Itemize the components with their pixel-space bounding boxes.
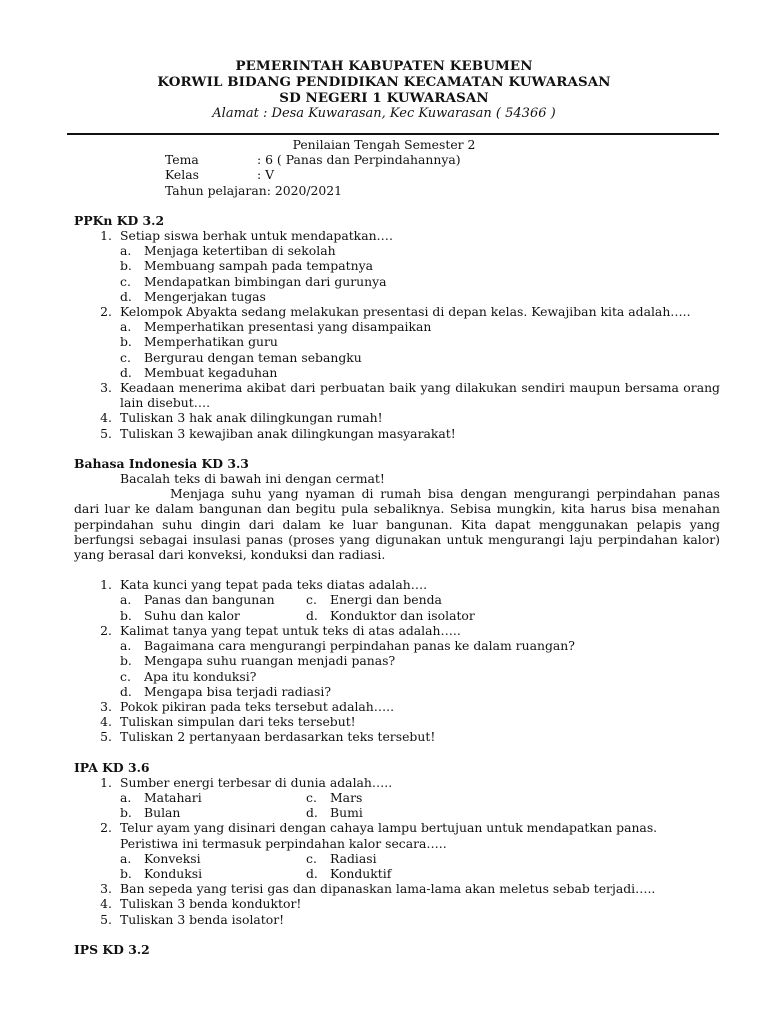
option-text: Konduksi xyxy=(144,865,203,881)
question xyxy=(74,410,720,425)
question xyxy=(74,896,720,911)
question-text-continued: Peristiwa ini termasuk perpindahan kalor secara….. xyxy=(120,835,447,851)
question-text: Tuliskan simpulan dari teks tersebut! xyxy=(120,714,356,730)
question-text: Kalimat tanya yang tepat untuk teks di atas adalah….. xyxy=(120,622,461,638)
question-number: 5. xyxy=(100,729,112,745)
question-text: Keadaan menerima akibat dari perbuatan baik yang dilakukan sendiri maupun bersama orang lain disebut…. xyxy=(120,380,720,411)
meta-row-kelas xyxy=(165,167,768,182)
question xyxy=(74,304,720,319)
option-text: Apa itu konduksi? xyxy=(144,668,257,684)
option-letter: a. xyxy=(120,789,132,805)
meta-value: : V xyxy=(257,167,275,183)
meta-year: Tahun pelajaran: 2020/2021 xyxy=(165,182,343,198)
question-text: Tuliskan 3 hak anak dilingkungan rumah! xyxy=(120,410,383,426)
option-text: Suhu dan kalor xyxy=(144,607,240,623)
question-text: Telur ayam yang disinari dengan cahaya lampu bertujuan untuk mendapatkan panas. xyxy=(120,820,658,836)
option-row xyxy=(74,851,720,866)
option xyxy=(74,334,720,349)
question xyxy=(74,912,720,927)
reading-passage: Menjaga suhu yang nyaman di rumah bisa dengan mengurangi perpindahan panas dari luar ke dalam bangunan dan begitu pula sebaliknya. Sebisa mungkin, kita harus bisa menahan perpindahan suhu dingin dari dalam ke luar bangunan. Kita dapat menggunakan pelapis yang berfungsi sebagai insulasi panas (proses yang digunakan untuk mengurangi laju perpindahan kalor) yang berasal dari konveksi, konduksi dan radiasi. xyxy=(74,486,720,563)
option-letter: b. xyxy=(120,607,132,623)
header-school: SD NEGERI 1 KUWARASAN xyxy=(279,90,489,106)
question-number: 3. xyxy=(100,698,112,714)
question-text: Sumber energi terbesar di dunia adalah….. xyxy=(120,774,393,790)
question xyxy=(74,426,720,441)
option-letter: c. xyxy=(120,668,131,684)
option xyxy=(74,669,720,684)
option-letter: b. xyxy=(120,653,132,669)
option-letter: d. xyxy=(120,683,132,699)
option xyxy=(74,350,720,365)
header-korwil: KORWIL BIDANG PENDIDIKAN KECAMATAN KUWARASAN xyxy=(157,74,611,90)
option-letter: a. xyxy=(120,592,132,608)
question-number: 2. xyxy=(100,304,112,320)
option xyxy=(74,274,720,289)
question-text: Ban sepeda yang terisi gas dan dipanaskan lama-lama akan meletus sebab terjadi….. xyxy=(120,881,656,897)
option-text: Radiasi xyxy=(330,850,377,866)
question-number: 2. xyxy=(100,820,112,836)
option-text: Mars xyxy=(330,789,363,805)
option-row xyxy=(74,866,720,881)
option-text: Konduktor dan isolator xyxy=(330,607,475,623)
question-text: Tuliskan 3 kewajiban anak dilingkungan masyarakat! xyxy=(120,425,456,441)
question-text: Tuliskan 3 benda konduktor! xyxy=(120,896,302,912)
question-number: 4. xyxy=(100,410,112,426)
option-text: Konveksi xyxy=(144,850,201,866)
option xyxy=(74,319,720,334)
option-text: Konduktif xyxy=(330,865,392,881)
question xyxy=(74,820,720,835)
option-text: Membuat kegaduhan xyxy=(144,364,278,380)
question-number: 3. xyxy=(100,881,112,897)
option-letter: d. xyxy=(120,364,132,380)
meta-value: : 6 ( Panas dan Perpindahannya) xyxy=(257,152,461,168)
question-number: 5. xyxy=(100,425,112,441)
question xyxy=(74,228,720,243)
meta-key: Tema xyxy=(165,152,199,168)
section-heading: PPKn KD 3.2 xyxy=(74,212,165,228)
option-letter: a. xyxy=(120,638,132,654)
question xyxy=(74,881,720,896)
question-number: 1. xyxy=(100,228,112,244)
question-text: Tuliskan 2 pertanyaan berdasarkan teks tersebut! xyxy=(120,729,436,745)
option-letter: d. xyxy=(306,805,318,821)
option-letter: d. xyxy=(120,288,132,304)
option xyxy=(74,289,720,304)
option-letter: a. xyxy=(120,319,132,335)
question xyxy=(74,699,720,714)
meta-key: Kelas xyxy=(165,167,199,183)
question-text: Kata kunci yang tepat pada teks diatas adalah…. xyxy=(120,577,428,593)
question-number: 1. xyxy=(100,774,112,790)
option-letter: c. xyxy=(306,789,317,805)
option-row xyxy=(74,805,720,820)
letterhead xyxy=(0,0,768,122)
option-letter: a. xyxy=(120,243,132,259)
letterhead-divider xyxy=(67,133,719,135)
option-letter: c. xyxy=(120,273,131,289)
option-text: Mengerjakan tugas xyxy=(144,288,266,304)
option-text: Bumi xyxy=(330,805,363,821)
option-row xyxy=(74,608,720,623)
option-letter: a. xyxy=(120,850,132,866)
question-number: 3. xyxy=(100,380,112,396)
option-text: Menjaga ketertiban di sekolah xyxy=(144,243,336,259)
question-text: Kelompok Abyakta sedang melakukan presentasi di depan kelas. Kewajiban kita adalah….. xyxy=(120,304,691,320)
option-text: Energi dan benda xyxy=(330,592,442,608)
option-text: Bagaimana cara mengurangi perpindahan panas ke dalam ruangan? xyxy=(144,638,575,654)
section-heading: IPS KD 3.2 xyxy=(74,941,150,957)
option-letter: c. xyxy=(120,349,131,365)
exam-sheet xyxy=(0,137,768,957)
option-letter: c. xyxy=(306,592,317,608)
question xyxy=(74,623,720,638)
question xyxy=(74,775,720,790)
question-number: 4. xyxy=(100,714,112,730)
option-text: Mengapa suhu ruangan menjadi panas? xyxy=(144,653,396,669)
meta-row-tema xyxy=(165,152,768,167)
question-text: Tuliskan 3 benda isolator! xyxy=(120,911,285,927)
section-ppkn xyxy=(74,213,720,441)
question-number: 2. xyxy=(100,622,112,638)
section-ips xyxy=(74,942,720,957)
question xyxy=(74,729,720,744)
option-text: Bergurau dengan teman sebangku xyxy=(144,349,362,365)
section-heading: Bahasa Indonesia KD 3.3 xyxy=(74,455,249,471)
option-letter: b. xyxy=(120,334,132,350)
question-number: 4. xyxy=(100,896,112,912)
option-text: Memperhatikan guru xyxy=(144,334,278,350)
option-letter: d. xyxy=(306,865,318,881)
option xyxy=(74,243,720,258)
option xyxy=(74,684,720,699)
question-text: Setiap siswa berhak untuk mendapatkan…. xyxy=(120,228,393,244)
option-row xyxy=(74,790,720,805)
option xyxy=(74,258,720,273)
option-text: Mengapa bisa terjadi radiasi? xyxy=(144,683,332,699)
question xyxy=(74,380,720,410)
question xyxy=(74,577,720,592)
option-text: Matahari xyxy=(144,789,202,805)
option xyxy=(74,653,720,668)
option-text: Bulan xyxy=(144,805,181,821)
option-letter: d. xyxy=(306,607,318,623)
exam-title: Penilaian Tengah Semester 2 xyxy=(292,137,476,152)
header-government: PEMERINTAH KABUPATEN KEBUMEN xyxy=(235,58,533,74)
option-text: Memperhatikan presentasi yang disampaikan xyxy=(144,319,432,335)
reading-instruction: Bacalah teks di bawah ini dengan cermat! xyxy=(120,471,385,487)
question-number: 1. xyxy=(100,577,112,593)
exam-meta xyxy=(165,152,768,198)
section-bahasa-indonesia xyxy=(74,456,720,745)
option-letter: c. xyxy=(306,850,317,866)
option-row xyxy=(74,592,720,607)
question xyxy=(74,714,720,729)
question-number: 5. xyxy=(100,911,112,927)
section-ipa xyxy=(74,760,720,927)
option xyxy=(74,365,720,380)
option-text: Mendapatkan bimbingan dari gurunya xyxy=(144,273,387,289)
header-address: Alamat : Desa Kuwarasan, Kec Kuwarasan ( 54366 ) xyxy=(212,106,556,121)
question-text: Pokok pikiran pada teks tersebut adalah….. xyxy=(120,698,395,714)
option-text: Panas dan bangunan xyxy=(144,592,275,608)
option-text: Membuang sampah pada tempatnya xyxy=(144,258,373,274)
section-heading: IPA KD 3.6 xyxy=(74,759,150,775)
option-letter: b. xyxy=(120,258,132,274)
option xyxy=(74,638,720,653)
option-letter: b. xyxy=(120,865,132,881)
option-letter: b. xyxy=(120,805,132,821)
